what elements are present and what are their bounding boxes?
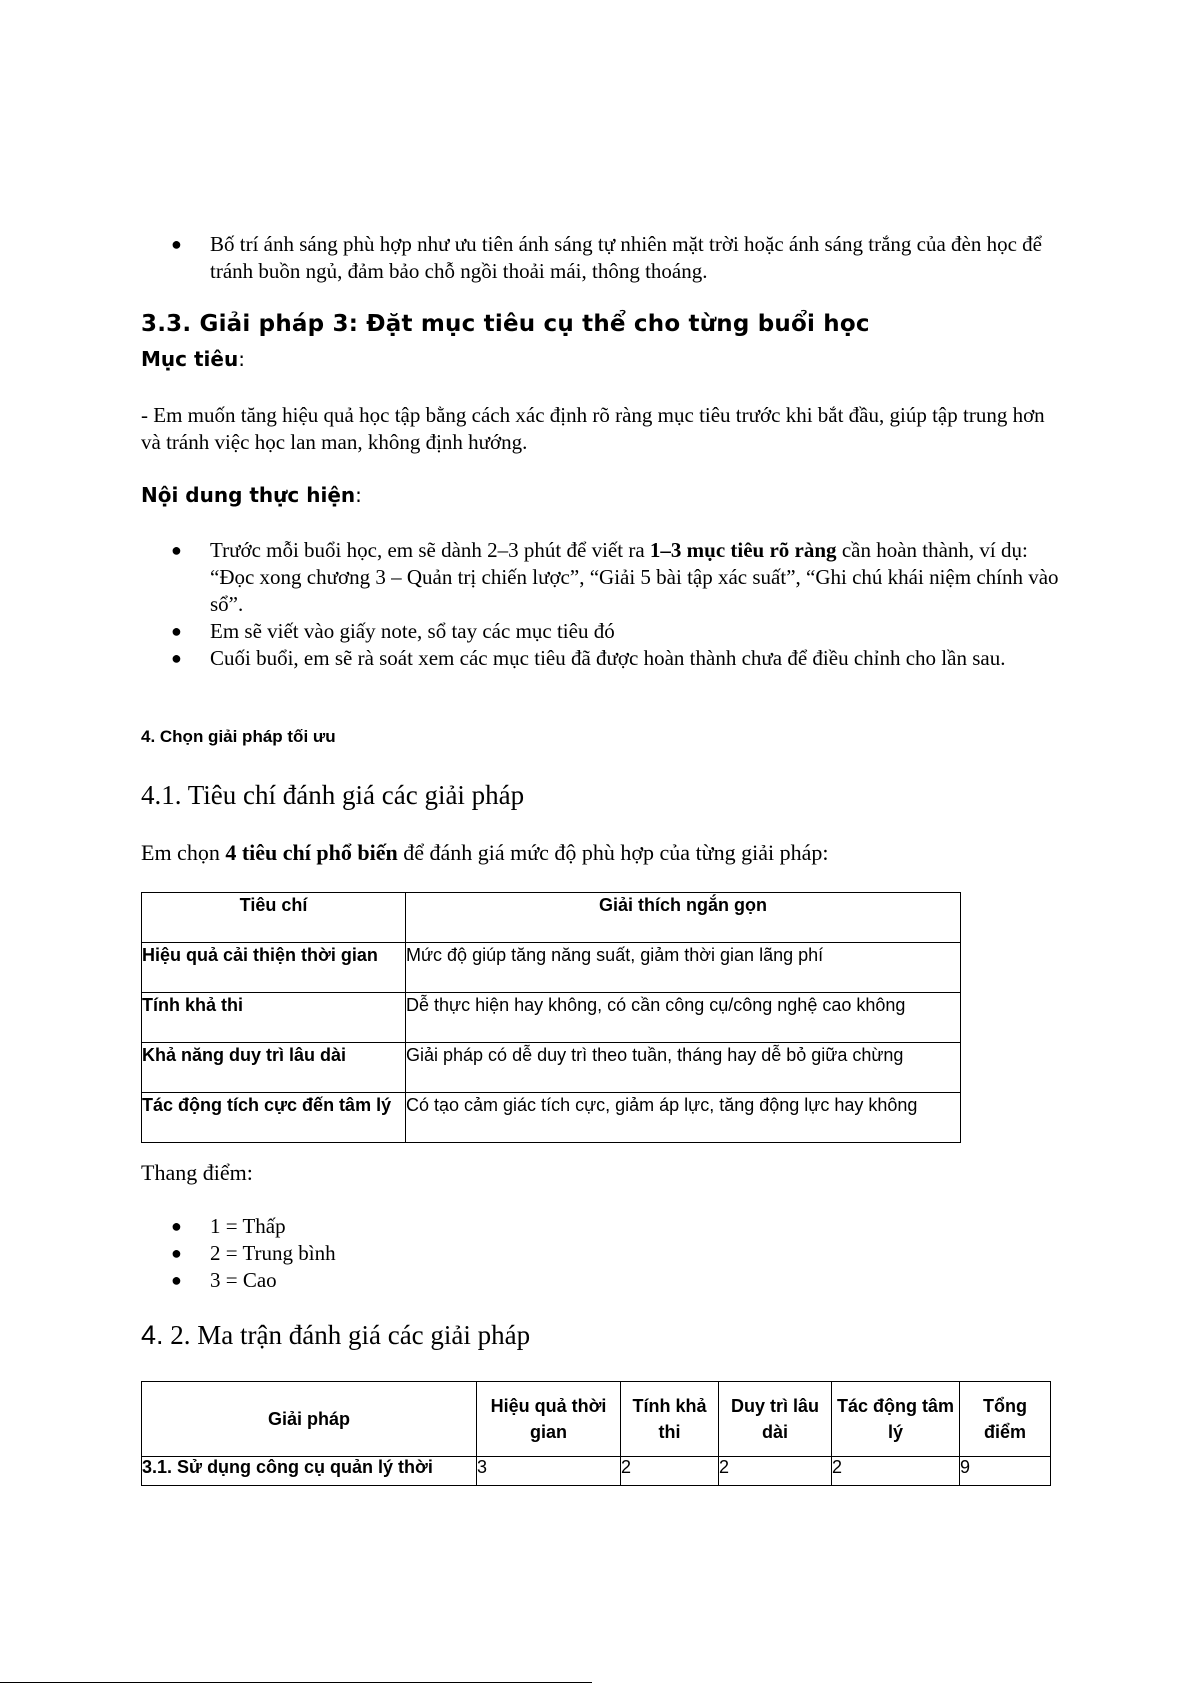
total-score-cell: 9 [960,1457,1051,1486]
table-row [142,993,961,1043]
criteria-name-cell: Tính khả thi [142,993,406,1043]
list-item: ● 2 = Trung bình [171,1241,336,1265]
section-3-3-heading: 3.3. Giải pháp 3: Đặt mục tiêu cụ thể cho từng buổi học [141,311,870,337]
bullet-icon: ● [171,1243,182,1263]
criteria-desc-cell: Dễ thực hiện hay không, có cần công cụ/công nghệ cao không [406,993,961,1043]
column-header: Giải pháp [142,1382,477,1457]
page-bottom-rule [0,1682,592,1683]
goal-label: Mục tiêu: [141,347,245,371]
list-item: ● 3 = Cao [171,1268,277,1292]
list-item: ● Trước mỗi buổi học, em sẽ dành 2–3 phút để viết ra 1–3 mục tiêu rõ ràng cần hoàn thành, ví dụ: “Đọc xong chương 3 – Quản trị chiến lược”, “Giải 5 bài tập xác suất”, “Ghi chú khái niệm chính vào sổ”. [171,538,1059,616]
criteria-desc-cell: Giải pháp có dễ duy trì theo tuần, tháng hay dễ bỏ giữa chừng [406,1043,961,1093]
list-item: ● Bố trí ánh sáng phù hợp như ưu tiên ánh sáng tự nhiên mặt trời hoặc ánh sáng trắng của đèn học để tránh buồn ngủ, đảm bảo chỗ ngồi thoải mái, thông thoáng. [171,232,1042,283]
score-cell: 2 [719,1457,832,1486]
table-header-row [142,1382,1051,1457]
list-item: ● 1 = Thấp [171,1214,286,1238]
criteria-name-cell: Hiệu quả cải thiện thời gian [142,943,406,993]
section-4-1-heading: 4.1. Tiêu chí đánh giá các giải pháp [141,780,525,810]
criteria-intro: Em chọn 4 tiêu chí phổ biến để đánh giá mức độ phù hợp của từng giải pháp: [141,840,829,865]
score-cell: 3 [477,1457,621,1486]
matrix-table [141,1381,1051,1486]
table-row [142,1093,961,1143]
score-cell: 2 [832,1457,960,1486]
table-row [142,943,961,993]
column-header: Tính khả thi [621,1382,719,1457]
column-header: Tác động tâm lý [832,1382,960,1457]
lighting-bullet-list [0,231,1060,285]
table-row [142,1043,961,1093]
bullet-icon: ● [171,648,182,668]
goal-paragraph: - Em muốn tăng hiệu quả học tập bằng cách xác định rõ ràng mục tiêu trước khi bắt đầu, giúp tập trung hơn và tránh việc học lan man, không định hướng. [141,403,1045,454]
table-header-row [142,893,961,943]
bullet-icon: ● [171,540,182,560]
criteria-table [141,892,961,1143]
table-row [142,1457,1051,1486]
list-item: ● Cuối buổi, em sẽ rà soát xem các mục tiêu đã được hoàn thành chưa để điều chỉnh cho lần sau. [171,646,1006,670]
section-4-2-heading: 4. 2. Ma trận đánh giá các giải pháp [141,1320,531,1350]
solution-name-cell: 3.1. Sử dụng công cụ quản lý thời [142,1457,477,1486]
bullet-icon: ● [171,1270,182,1290]
scale-list [0,1213,1060,1294]
content-bullet-list [0,537,1060,672]
column-header: Tiêu chí [142,893,406,943]
bullet-icon: ● [171,234,182,254]
column-header: Hiệu quả thời gian [477,1382,621,1457]
criteria-name-cell: Tác động tích cực đến tâm lý [142,1093,406,1143]
bullet-icon: ● [171,1216,182,1236]
criteria-desc-cell: Có tạo cảm giác tích cực, giảm áp lực, tăng động lực hay không [406,1093,961,1143]
criteria-name-cell: Khả năng duy trì lâu dài [142,1043,406,1093]
scale-label: Thang điểm: [141,1160,253,1185]
bullet-icon: ● [171,621,182,641]
column-header: Giải thích ngắn gọn [406,893,961,943]
score-cell: 2 [621,1457,719,1486]
section-4-heading: 4. Chọn giải pháp tối ưu [141,727,336,746]
list-item: ● Em sẽ viết vào giấy note, sổ tay các mục tiêu đó [171,619,615,643]
column-header: Tổng điểm [960,1382,1051,1457]
column-header: Duy trì lâu dài [719,1382,832,1457]
content-label: Nội dung thực hiện: [141,483,362,507]
criteria-desc-cell: Mức độ giúp tăng năng suất, giảm thời gian lãng phí [406,943,961,993]
